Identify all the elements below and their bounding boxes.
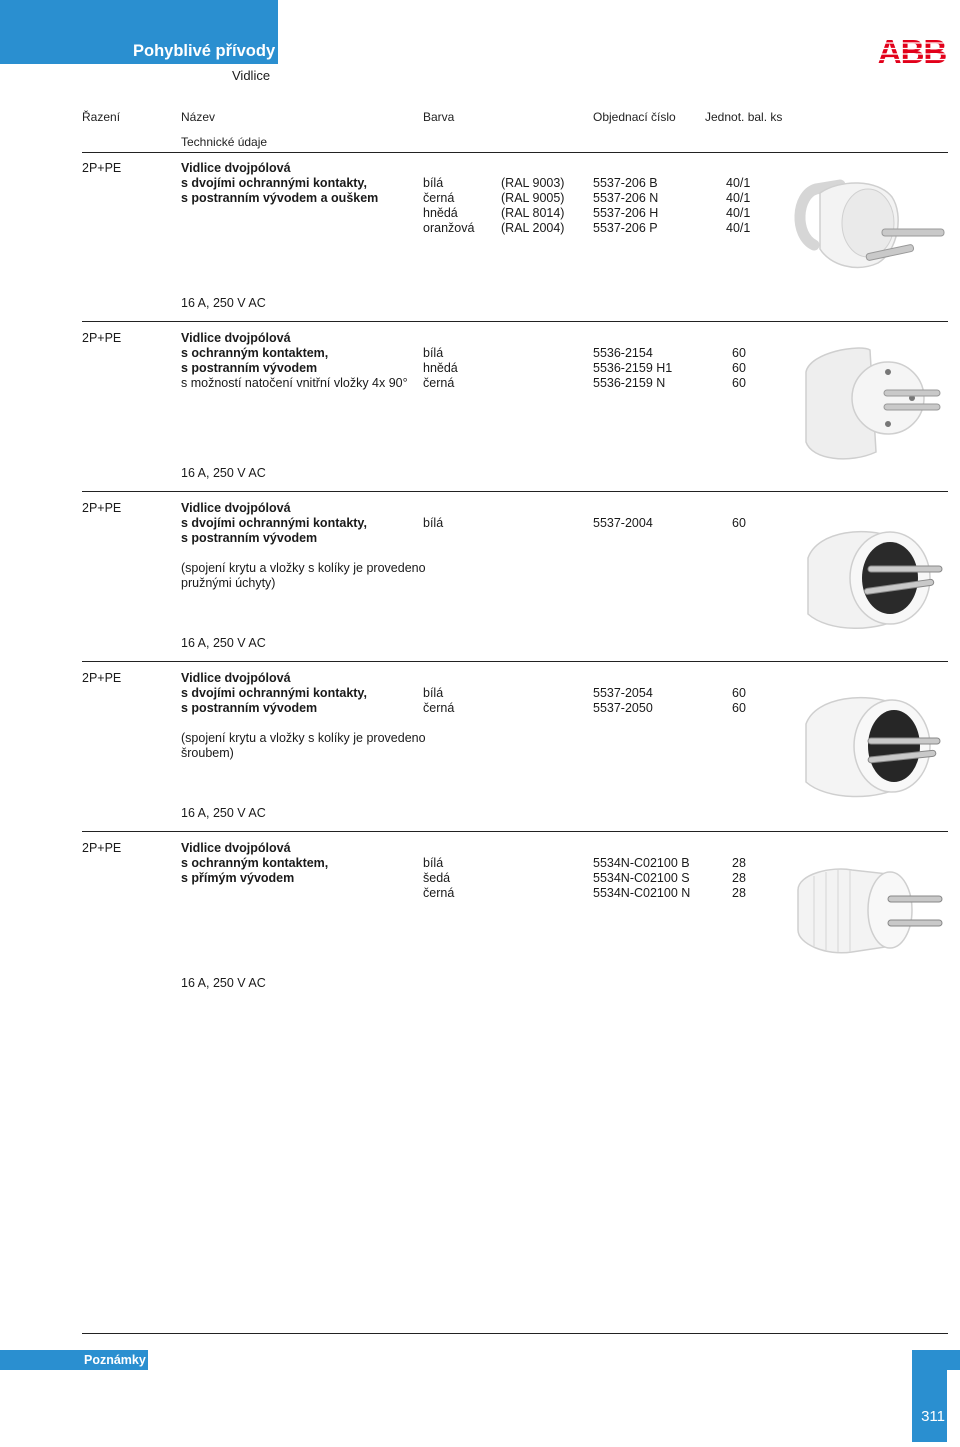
- column-objednaci-cislo: Objednací číslo: [593, 110, 676, 124]
- variant-pack: 60: [732, 346, 746, 360]
- product-name-line: s ochranným kontaktem,: [181, 856, 329, 870]
- page-number: 311: [921, 1408, 945, 1425]
- variant-order-number: 5534N-C02100 S: [593, 871, 690, 885]
- variant-order-number: 5537-206 N: [593, 191, 659, 205]
- variant-color: oranžová: [423, 221, 475, 235]
- variant-ral: (RAL 2004): [501, 221, 565, 235]
- variant-pack: 60: [732, 361, 746, 375]
- variant-order-number: 5534N-C02100 B: [593, 856, 690, 870]
- divider: [82, 831, 948, 832]
- variant-order-number: 5537-2054: [593, 686, 653, 700]
- product-name-line: s postranním vývodem a ouškem: [181, 191, 379, 205]
- product-razeni: 2P+PE: [82, 671, 122, 685]
- screw-plug-image: [798, 688, 950, 806]
- product-name-line: s postranním vývodem: [181, 531, 318, 545]
- abb-logo: [876, 35, 948, 67]
- product-note: pružnými úchyty): [181, 576, 276, 590]
- variant-order-number: 5537-2004: [593, 516, 653, 530]
- variant-color: černá: [423, 701, 455, 715]
- variant-ral: (RAL 9003): [501, 176, 565, 190]
- variant-pack: 40/1: [726, 221, 751, 235]
- variant-pack: 40/1: [726, 206, 751, 220]
- variant-order-number: 5537-206 P: [593, 221, 658, 235]
- variant-ral: (RAL 9005): [501, 191, 565, 205]
- variant-pack: 28: [732, 871, 746, 885]
- variant-pack: 40/1: [726, 191, 751, 205]
- product-name: Vidlice dvojpólová: [181, 501, 291, 515]
- product-razeni: 2P+PE: [82, 331, 122, 345]
- variant-pack: 60: [732, 516, 746, 530]
- plug-with-handle-image: [790, 175, 955, 275]
- variant-color: šedá: [423, 871, 451, 885]
- variant-pack: 60: [732, 686, 746, 700]
- divider: [82, 321, 948, 322]
- product-name-line: s dvojími ochrannými kontakty,: [181, 176, 367, 190]
- product-note: (spojení krytu a vložky s kolíky je provedeno: [181, 731, 426, 745]
- variant-order-number: 5536-2154: [593, 346, 653, 360]
- variant-pack: 28: [732, 886, 746, 900]
- column-jednot-bal: Jednot. bal. ks: [705, 110, 783, 124]
- side-exit-plug-image: [798, 518, 950, 638]
- variant-color: bílá: [423, 516, 444, 530]
- column-technicke-udaje: Technické údaje: [181, 135, 268, 149]
- divider: [82, 152, 948, 153]
- notes-label: Poznámky: [82, 1350, 151, 1370]
- variant-pack: 40/1: [726, 176, 751, 190]
- footer-gap: [148, 1350, 912, 1370]
- product-name-line: s přímým vývodem: [181, 871, 295, 885]
- variant-order-number: 5537-206 H: [593, 206, 659, 220]
- divider: [82, 491, 948, 492]
- variant-color: bílá: [423, 176, 444, 190]
- technical-spec: 16 A, 250 V AC: [181, 636, 266, 650]
- product-name-line: s dvojími ochrannými kontakty,: [181, 516, 367, 530]
- product-note: šroubem): [181, 746, 234, 760]
- technical-spec: 16 A, 250 V AC: [181, 976, 266, 990]
- variant-color: bílá: [423, 346, 444, 360]
- technical-spec: 16 A, 250 V AC: [181, 466, 266, 480]
- column-barva: Barva: [423, 110, 455, 124]
- variant-color: hnědá: [423, 361, 458, 375]
- straight-plug-image: [792, 860, 952, 960]
- angled-plug-image: [800, 342, 950, 467]
- product-name: Vidlice dvojpólová: [181, 671, 291, 685]
- product-note: (spojení krytu a vložky s kolíky je provedeno: [181, 561, 426, 575]
- technical-spec: 16 A, 250 V AC: [181, 806, 266, 820]
- technical-spec: 16 A, 250 V AC: [181, 296, 266, 310]
- variant-order-number: 5536-2159 H1: [593, 361, 673, 375]
- variant-pack: 60: [732, 701, 746, 715]
- product-name-line: s ochranným kontaktem,: [181, 346, 329, 360]
- variant-ral: (RAL 8014): [501, 206, 565, 220]
- variant-order-number: 5536-2159 N: [593, 376, 666, 390]
- product-razeni: 2P+PE: [82, 841, 122, 855]
- variant-color: bílá: [423, 686, 444, 700]
- product-name: Vidlice dvojpólová: [181, 331, 291, 345]
- variant-color: černá: [423, 376, 455, 390]
- product-name-line: s postranním vývodem: [181, 701, 318, 715]
- variant-color: bílá: [423, 856, 444, 870]
- variant-color: hnědá: [423, 206, 458, 220]
- variant-order-number: 5534N-C02100 N: [593, 886, 691, 900]
- product-name-line: s dvojími ochrannými kontakty,: [181, 686, 367, 700]
- page-number-box: [912, 1350, 947, 1442]
- product-name: Vidlice dvojpólová: [181, 161, 291, 175]
- column-razeni: Řazení: [82, 110, 121, 124]
- page-subtitle: Vidlice: [232, 68, 271, 83]
- variant-order-number: 5537-206 B: [593, 176, 658, 190]
- divider: [82, 661, 948, 662]
- product-name-line: s postranním vývodem: [181, 361, 318, 375]
- abb-logo-text: ABB: [877, 35, 947, 67]
- product-razeni: 2P+PE: [82, 161, 122, 175]
- variant-color: černá: [423, 191, 455, 205]
- product-razeni: 2P+PE: [82, 501, 122, 515]
- product-name: Vidlice dvojpólová: [181, 841, 291, 855]
- product-name-line: s možností natočení vnitřní vložky 4x 90°: [181, 376, 408, 390]
- section-title: Pohyblivé přívody: [133, 42, 276, 60]
- variant-pack: 28: [732, 856, 746, 870]
- footer-divider: [82, 1333, 948, 1334]
- column-nazev: Název: [181, 110, 216, 124]
- variant-color: černá: [423, 886, 455, 900]
- variant-pack: 60: [732, 376, 746, 390]
- variant-order-number: 5537-2050: [593, 701, 653, 715]
